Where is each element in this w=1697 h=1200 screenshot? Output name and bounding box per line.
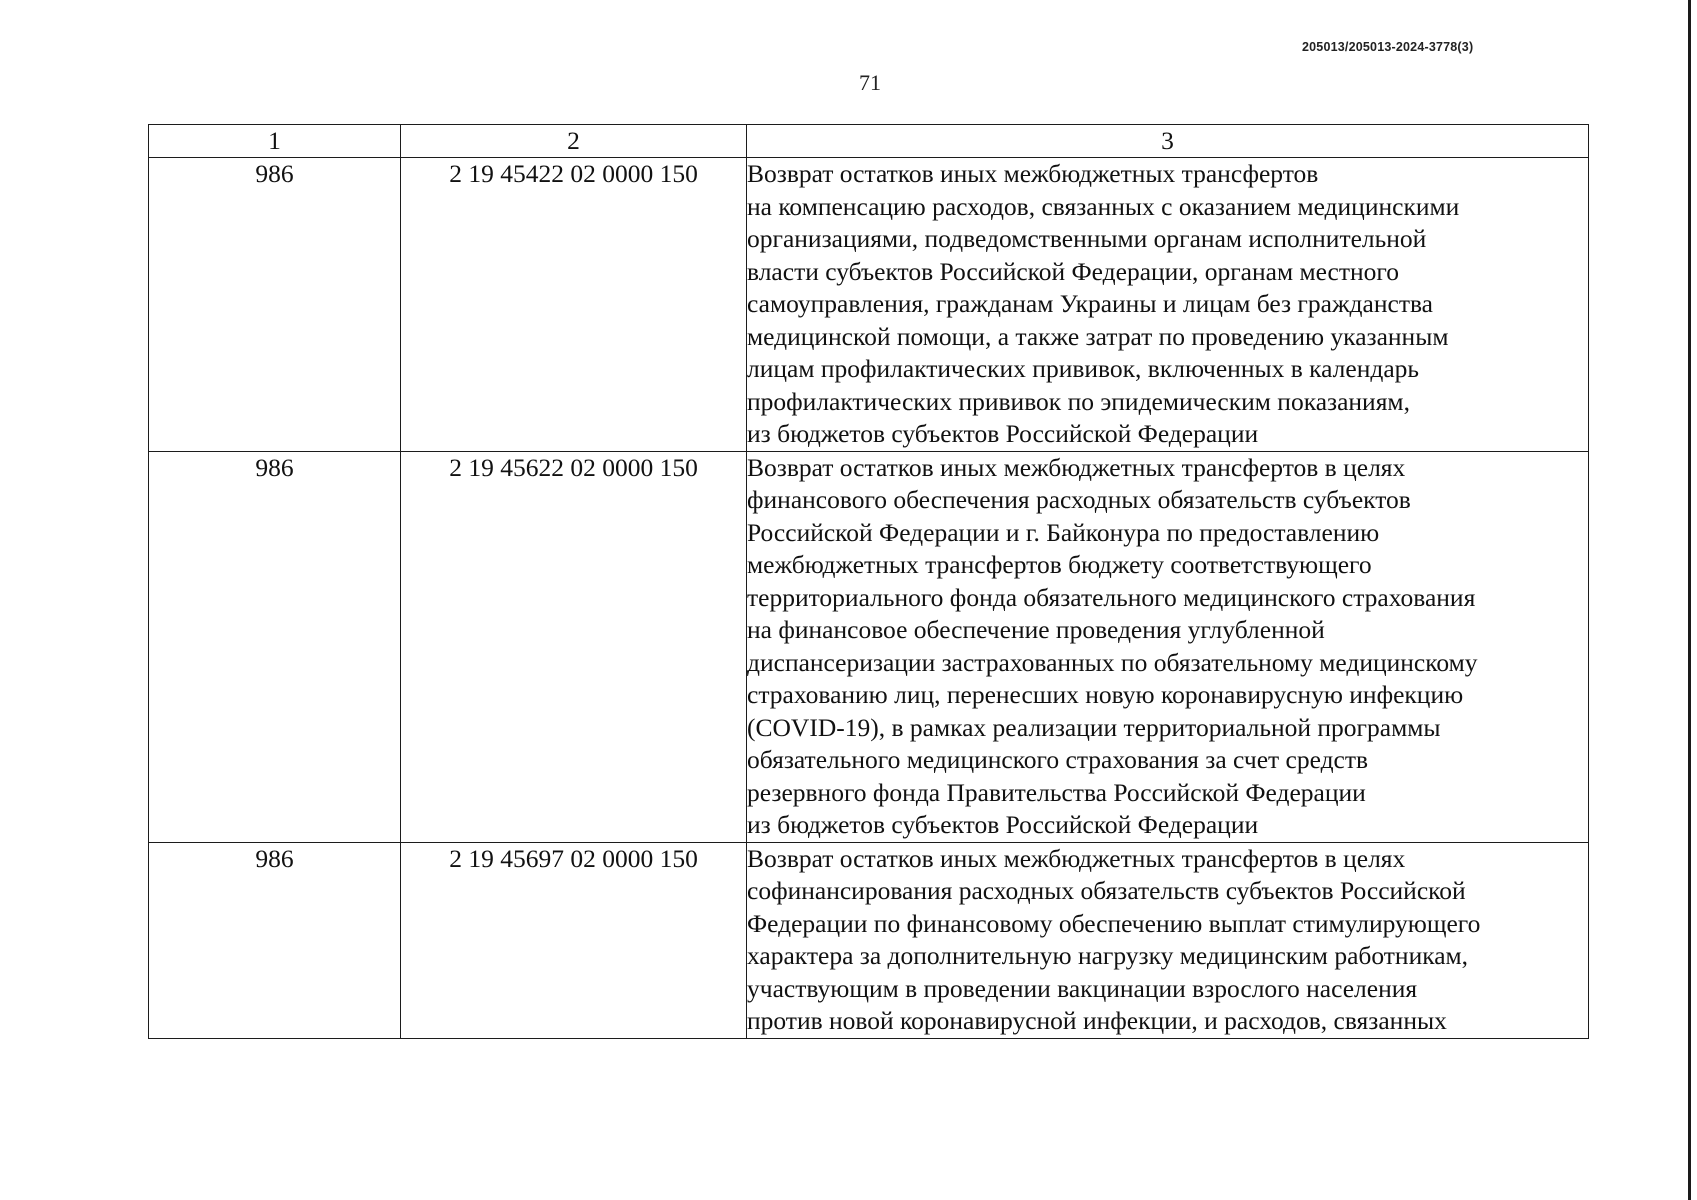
table-row [149,158,1589,452]
table-row [149,842,1589,1038]
admin-code-cell: 986 [149,451,401,842]
description-line: из бюджетов субъектов Российской Федерации [747,419,1259,448]
description-cell [747,451,1589,842]
description-line: Российской Федерации и г. Байконура по предоставлению [747,517,1380,547]
description-line: организациями, подведомственными органам исполнительной [747,224,1427,253]
kbk-code-cell: 2 19 45622 02 0000 150 [401,451,747,842]
description-line: лицам профилактических прививок, включенных в календарь [747,354,1420,383]
description-line: Возврат остатков иных межбюджетных трансфертов в целях [747,452,1406,482]
budget-codes-table [148,124,1589,1039]
description-line: на финансовое обеспечение проведения углубленной [747,615,1325,644]
column-header-2: 2 [401,125,747,158]
table-row [149,451,1589,842]
description-line: Возврат остатков иных межбюджетных трансфертов в целях [747,843,1406,873]
description-line: из бюджетов субъектов Российской Федерации [747,810,1259,839]
description-line: территориального фонда обязательного медицинского страхования [747,582,1476,612]
description-line: обязательного медицинского страхования за счет средств [747,745,1369,774]
description-line: медицинской помощи, а также затрат по проведению указанным [747,321,1449,351]
page-number: 71 [859,70,881,95]
description-cell [747,842,1589,1038]
document-id: 205013/205013-2024-3778(3) [1302,40,1474,54]
description-line: самоуправления, гражданам Украины и лицам без гражданства [747,289,1433,318]
description-line: власти субъектов Российской Федерации, органам местного [747,256,1399,286]
description-line: участвующим в проведении вакцинации взрослого населения [747,973,1418,1003]
description-line: диспансеризации застрахованных по обязательному медицинскому [747,647,1478,677]
column-header-3: 3 [747,125,1589,158]
description-line: профилактических прививок по эпидемическим показаниям, [747,386,1410,416]
admin-code-cell: 986 [149,158,401,452]
admin-code-cell: 986 [149,842,401,1038]
description-line: межбюджетных трансфертов бюджету соответствующего [747,550,1372,579]
description-cell [747,158,1589,452]
description-line: на компенсацию расходов, связанных с оказанием медицинскими [747,191,1460,221]
description-line: страхованию лиц, перенесших новую коронавирусную инфекцию [747,680,1464,709]
description-line: резервного фонда Правительства Российской Федерации [747,777,1366,807]
kbk-code-cell: 2 19 45697 02 0000 150 [401,842,747,1038]
description-line: характера за дополнительную нагрузку медицинским работникам, [747,941,1469,970]
description-line: (COVID-19), в рамках реализации территориальной программы [747,712,1441,742]
table-header-row [149,125,1589,158]
description-line: Федерации по финансовому обеспечению выплат стимулирующего [747,908,1481,938]
description-line: финансового обеспечения расходных обязательств субъектов [747,485,1411,514]
description-line: софинансирования расходных обязательств субъектов Российской [747,876,1466,905]
scan-edge-line [1688,0,1691,1200]
description-line: Возврат остатков иных межбюджетных трансфертов [747,159,1319,188]
description-line: против новой коронавирусной инфекции, и расходов, связанных [747,1006,1447,1035]
column-header-1: 1 [149,125,401,158]
kbk-code-cell: 2 19 45422 02 0000 150 [401,158,747,452]
